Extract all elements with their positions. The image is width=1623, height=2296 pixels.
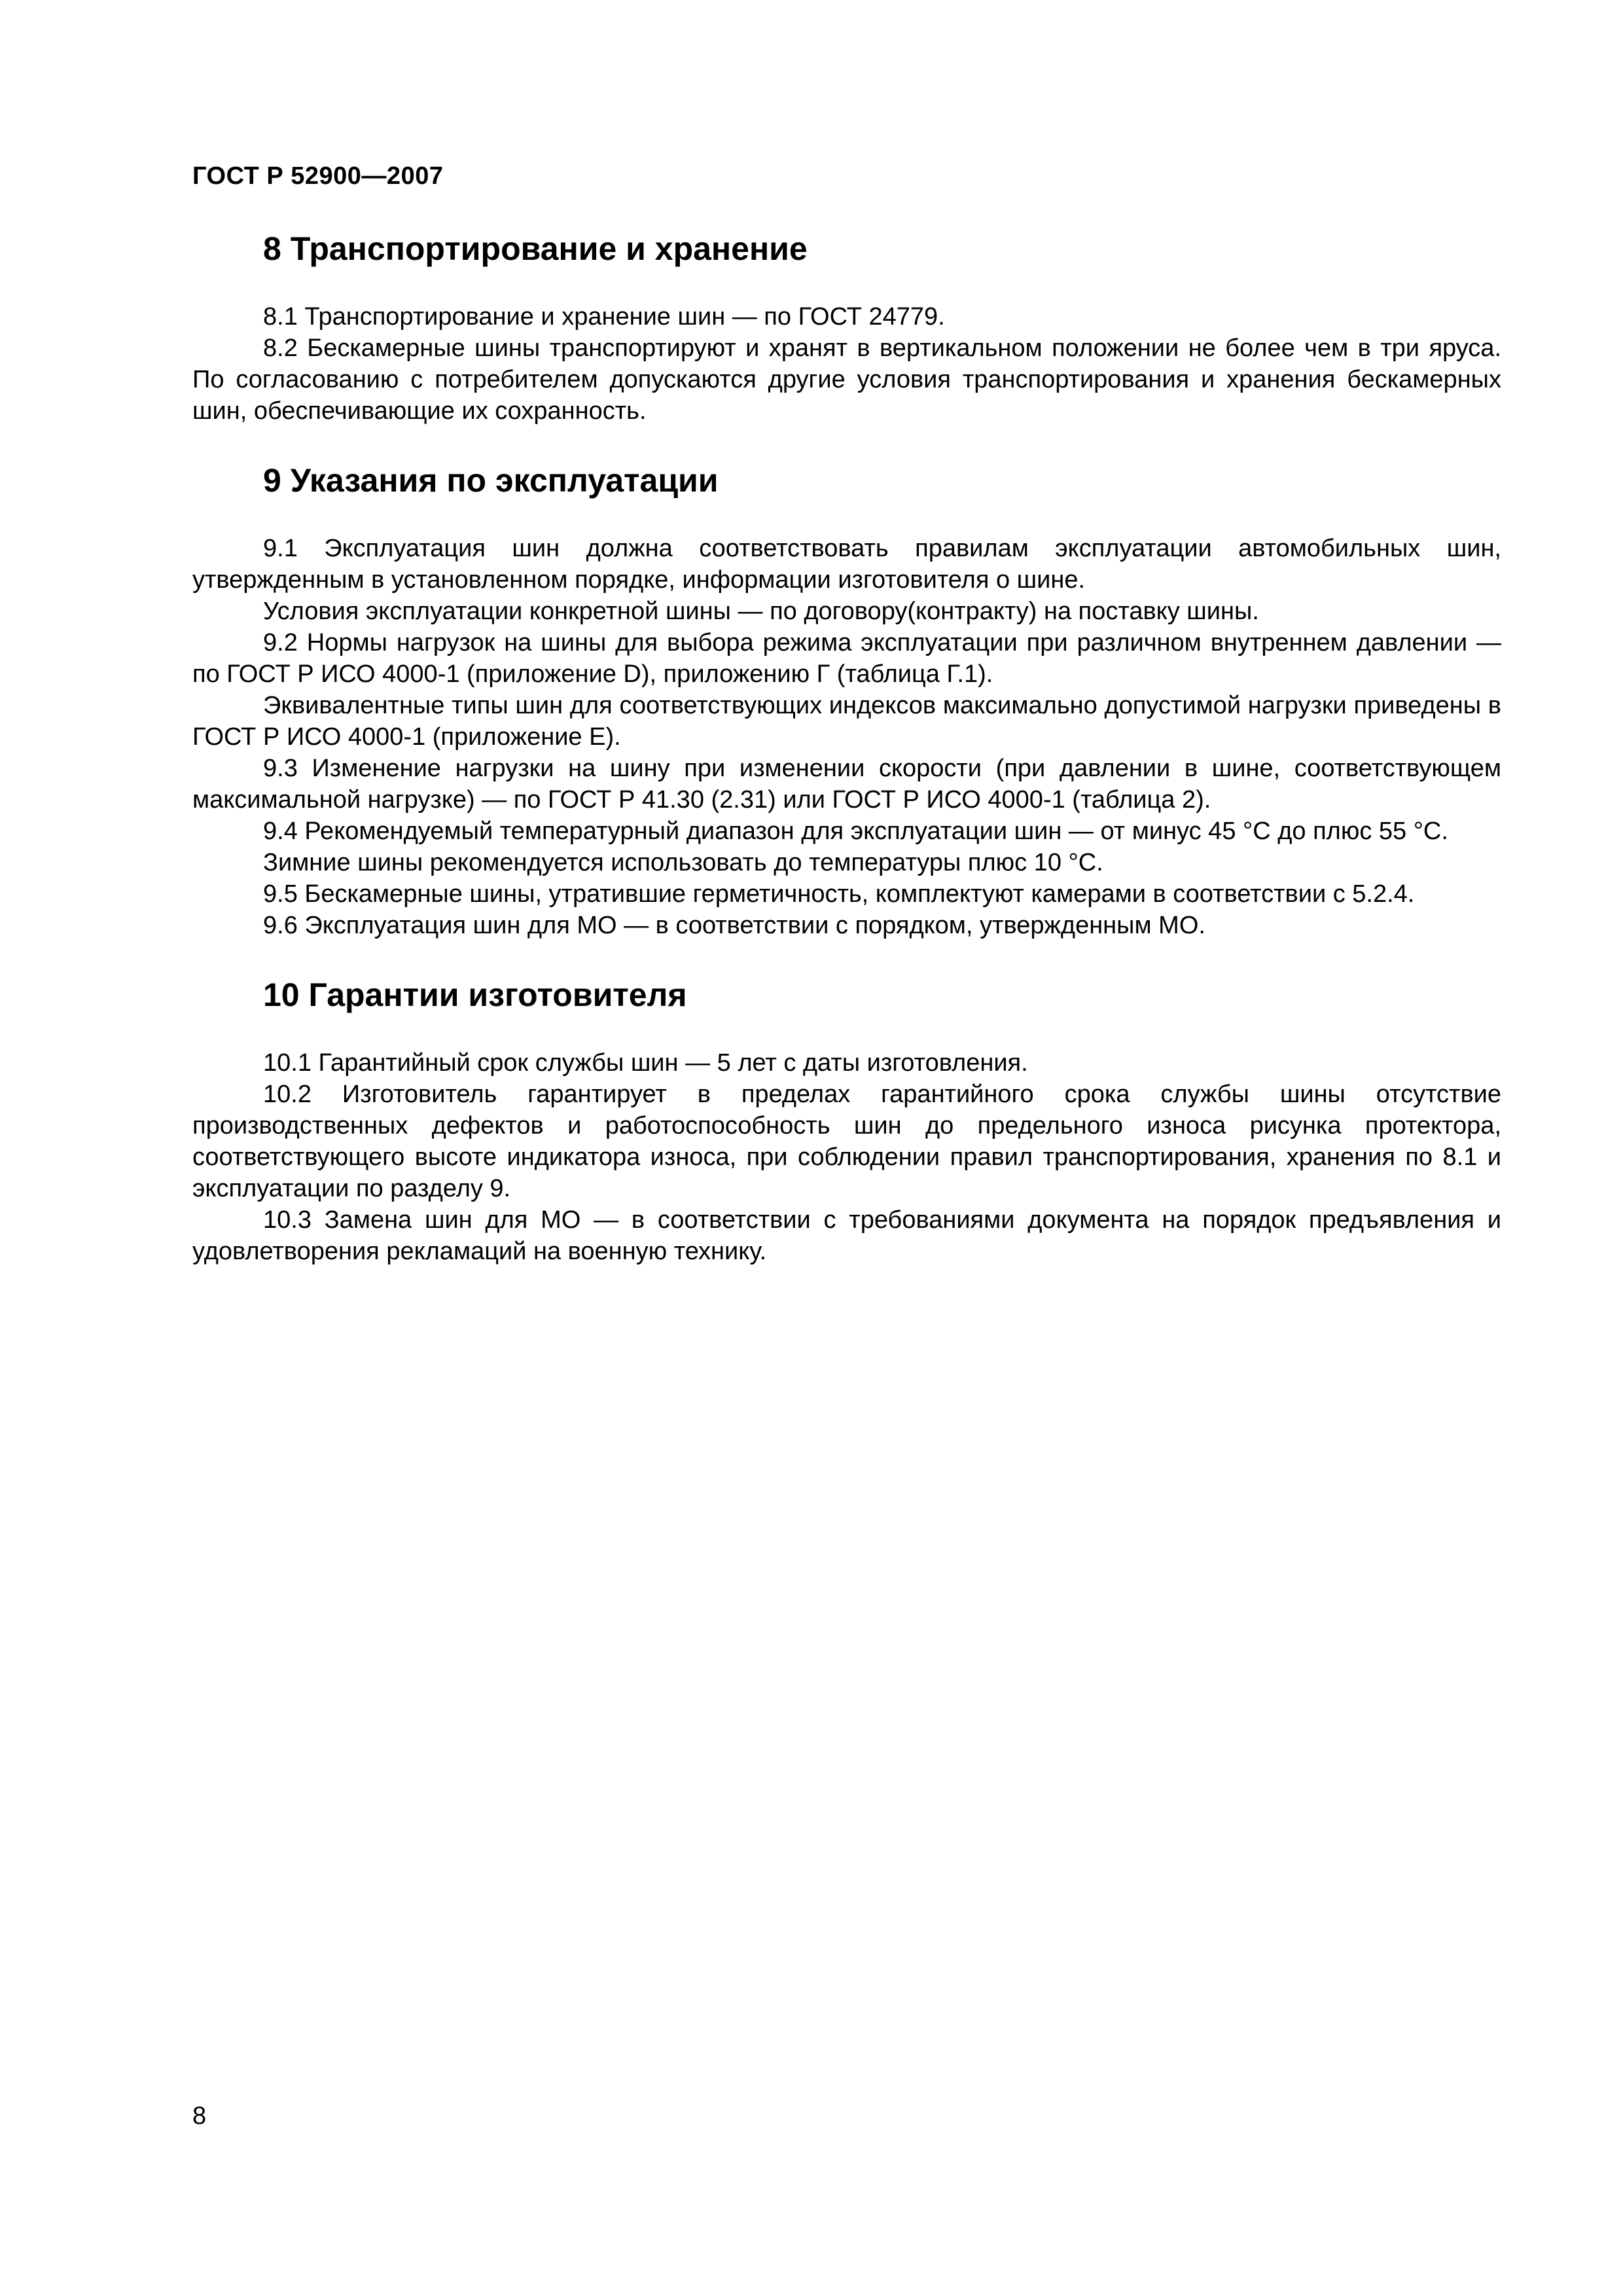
paragraph: 9.3 Изменение нагрузки на шину при изменении скорости (при давлении в шине, соответствующем максимальной нагрузке) — по ГОСТ Р 41.30 (2.31) или ГОСТ Р ИСО 4000-1 (таблица 2). <box>192 755 1501 814</box>
paragraph: Условия эксплуатации конкретной шины — по договору(контракту) на поставку шины. <box>263 598 1259 625</box>
paragraph: 10.1 Гарантийный срок службы шин — 5 лет с даты изготовления. <box>263 1049 1028 1077</box>
document-id-header: ГОСТ Р 52900—2007 <box>192 162 444 190</box>
document-body <box>192 229 1501 1267</box>
paragraph: 9.4 Рекомендуемый температурный диапазон для эксплуатации шин — от минус 45 °С до плюс 55 °С. <box>263 817 1448 845</box>
paragraph: 9.1 Эксплуатация шин должна соответствовать правилам эксплуатации автомобильных шин, утвержденным в установленном порядке, информации изготовителя о шине. <box>192 535 1501 594</box>
paragraph: 8.1 Транспортирование и хранение шин — по ГОСТ 24779. <box>263 303 945 331</box>
paragraph: Зимние шины рекомендуется использовать до температуры плюс 10 °С. <box>263 849 1103 876</box>
section-title: 10 Гарантии изготовителя <box>263 977 687 1013</box>
paragraph: Эквивалентные типы шин для соответствующих индексов максимально допустимой нагрузки приведены в ГОСТ Р ИСО 4000-1 (приложение Е). <box>192 692 1501 751</box>
section-title: 8 Транспортирование и хранение <box>263 230 808 267</box>
paragraph: 9.2 Нормы нагрузок на шины для выбора режима эксплуатации при различном внутреннем давлении — по ГОСТ Р ИСО 4000-1 (приложение D), приложению Г (таблица Г.1). <box>192 629 1501 688</box>
section-8 <box>192 229 1501 427</box>
section-10 <box>192 975 1501 1267</box>
section-9 <box>192 461 1501 941</box>
section-title: 9 Указания по эксплуатации <box>263 462 719 499</box>
paragraph: 9.5 Бескамерные шины, утратившие герметичность, комплектуют камерами в соответствии с 5.2.4. <box>263 880 1415 908</box>
paragraph: 8.2 Бескамерные шины транспортируют и хранят в вертикальном положении не более чем в три яруса. По согласованию с потребителем допускаются другие условия транспортирования и хранения бескамерных шин, обеспечивающие их сохранность. <box>192 334 1501 425</box>
page-number: 8 <box>192 2102 207 2130</box>
paragraph: 10.2 Изготовитель гарантирует в пределах гарантийного срока службы шины отсутствие производственных дефектов и работоспособность шин до предельного износа рисунка протектора, соответствующего высоте индикатора износа, при соблюдении правил транспортирования, хранения по 8.1 и эксплуатации по разделу 9. <box>192 1081 1501 1202</box>
paragraph: 10.3 Замена шин для МО — в соответствии с требованиями документа на порядок предъявления и удовлетворения рекламаций на военную технику. <box>192 1206 1501 1265</box>
paragraph: 9.6 Эксплуатация шин для МО — в соответствии с порядком, утвержденным МО. <box>263 912 1205 939</box>
